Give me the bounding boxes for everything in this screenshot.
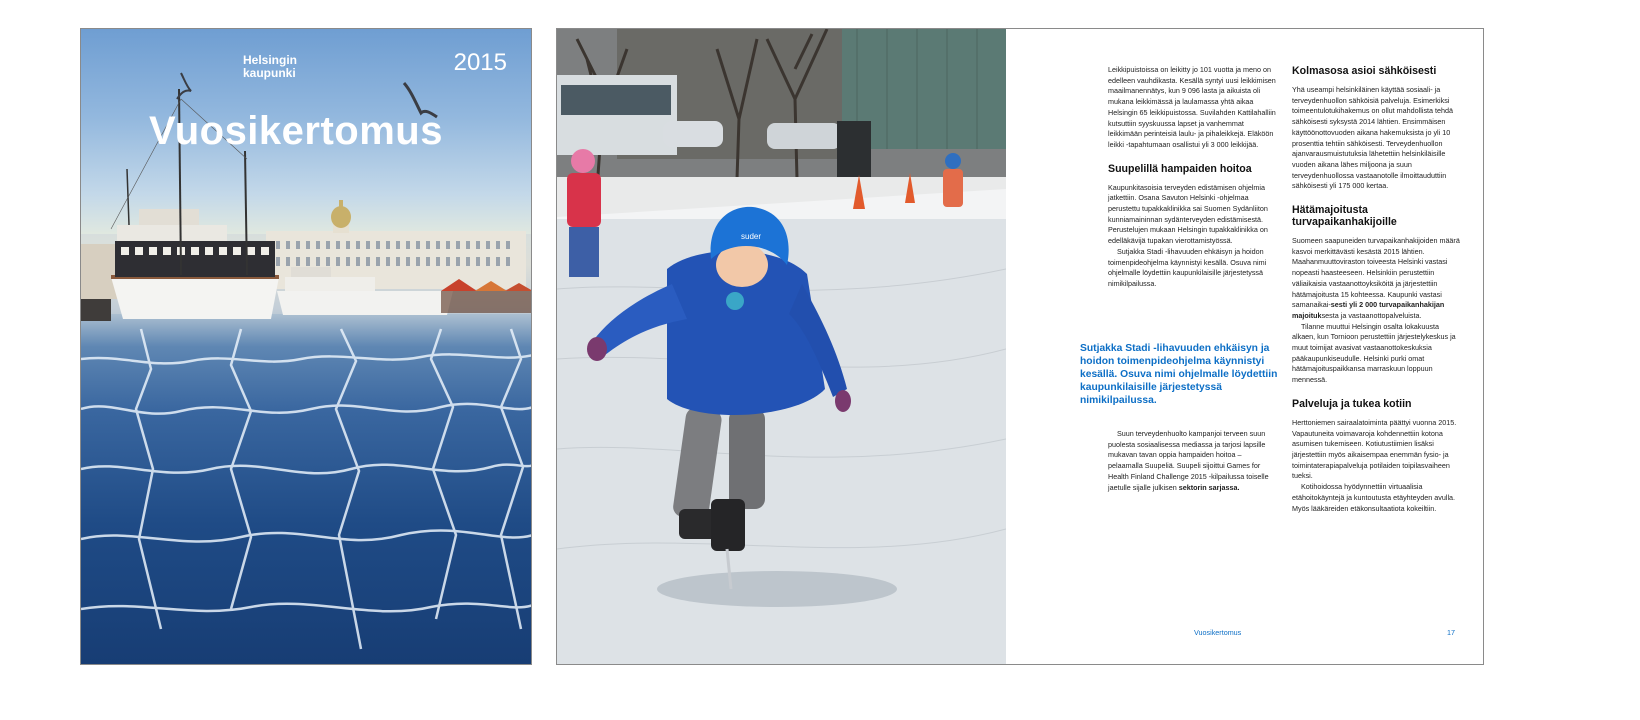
cover-title: Vuosikertomus [149,109,443,153]
ice-skating-photo [557,29,1006,665]
bold-text: sektorin sarjassa. [1178,482,1240,492]
body-paragraph: Yhä useampi helsinkiläinen käyttää sosiaali- ja terveydenhuollon sähköisiä palveluja. Esimerkiksi toimeentulotukihakemus on ollut mahdollista tehdä sähköisesti syksystä 2014 lähtien. Ensimmäisen käyttöönottovuoden aikana hakemuksista jo yli 10 prosenttia tehtiin sähköisesti. Terveydenhuollon ajanvarausmuistutuksia lähetettiin helsinkiläisille vuoden aikana lähes miljoona ja suun terveydenhuollossa vastaanotolle ilmoittauduttiin sähköisesti yli 175 000 kertaa. [1292,85,1454,191]
body-paragraph: Tilanne muuttui Helsingin osalta lokakuusta alkaen, kun Tornioon perustettiin järjestelykeskus ja muut toimijat avasivat vastaanottokeskuksia pääkaupunkiseudulle. Helsinki purki omat hätämajoituspaikkansa marraskuun loppuun mennessä. [1292,321,1456,385]
column-left-lower [1108,429,1276,493]
footer-title: Vuosikertomus [1194,628,1242,637]
pull-quote: Sutjakka Stadi -lihavuuden ehkäisyn ja hoidon toimenpideohjelma käynnistyi kesällä. Osuva nimi ohjelmalle löydettiin kaupunkilaisille järjestetyssä nimikilpailussa. [1080,343,1278,406]
body-paragraph: Herttoniemen sairaalatoiminta päättyi vuonna 2015. Vapautuneita voimavaroja kohdennettiin kotona asumisen tukemiseen. Kotiutustiimien lisäksi järjestettiin myös aikaisempaa enemmän fysio- ja toimintaterapiapalveluja potilaiden toipilasvaiheen tueksi. [1292,417,1457,481]
bold-text: sesti yli 2 000 turvapaikanhakijan majoituk [1292,300,1445,320]
body-paragraph: Kotihoidossa hyödynnettiin virtuaalisia etähoitokäyntejä ja kuntoutusta etäyhteyden avulla. Myös lääkäreiden etäkonsultaatiota kokeiltiin. [1292,482,1456,513]
cover-page [80,28,532,665]
body-paragraph: Suun terveydenhuolto kampanjoi terveen suun puolesta sosiaalisessa mediassa ja tarjosi lapsille mukavan tavan oppia hampaiden hoitoa – pelaamalla Suupeliä. Suupeli sijoittui Games for Health Finland Challenge 2015 -kilpailussa toiselle jaetulle sijalle julkisen [1108,429,1269,492]
skating-child-illustration [557,29,1006,665]
body-paragraph: Suomeen saapuneiden turvapaikanhakijoiden määrä kasvoi merkittävästi kesästä 2015 lähtien. Maahanmuuttoviraston toiveesta Helsinki vastasi nopeasti haasteeseen. Helsinkiin perustettiin väliaikaisia vastaanottoyksiköitä ja järjestettiin hätämajoitusta 15 kohteessa. Kaupunki vastasi samanaikai- [1292,236,1460,310]
report-spread [556,28,1484,665]
column-right [1292,65,1460,514]
cover-organization: Helsingin kaupunki [243,53,298,80]
section-heading: Suupelillä hampaiden hoitoa [1108,162,1252,175]
body-paragraph: Sutjakka Stadi -lihavuuden ehkäisyn ja hoidon toimenpideohjelma käynnistyi kesällä. Osuva nimi ohjelmalle löydettiin kaupunkilaisille järjestetyssä nimikilpailussa. [1108,246,1267,288]
body-paragraph: Kaupunkitasoisia terveyden edistämisen ohjelmia jatkettiin. Osana Savuton Helsinki -ohjelmaa perustettu tupakkaklinikka sai Suomen Sydänliiton kunniamaininnan sydänterveyden edistämisestä. Perustelujen mukaan Helsingin tupakkaklinikka on edelläkävijä tupakan vierottamistyössä. [1108,182,1268,246]
section-heading: Palveluja ja tukea kotiin [1292,397,1412,410]
helmet-text: suder [741,232,762,241]
cover-year: 2015 [453,49,507,76]
section-heading: Hätämajoitusta turvapaikanhakijoille [1292,204,1397,229]
column-left [1108,65,1276,290]
intro-paragraph: Leikkipuistoissa on leikitty jo 101 vuotta ja meno on edelleen vauhdikasta. Kesällä syntyi uusi leikkimisen maailmanennätys, kun 9 096 lasta ja aikuista oli mukana leikkimässä ja laulamassa yhtä aikaa Helsingin 65 leikkipuistossa. Suvilahden Kattilahalliin kutsuttiin syyskuussa lapset ja vanhemmat leikkimään perinteisiä laulu- ja pihaleikkejä. Eläköön leikki -tapahtumaan osallistui yli 3 000 leikkijää. [1108,65,1276,149]
page-number: 17 [1447,628,1455,637]
section-heading: Kolmasosa asioi sähköisesti [1292,65,1437,77]
text-page [1006,29,1484,665]
body-paragraph-end: sesta ja vastaanottopalveluista. [1321,310,1422,320]
